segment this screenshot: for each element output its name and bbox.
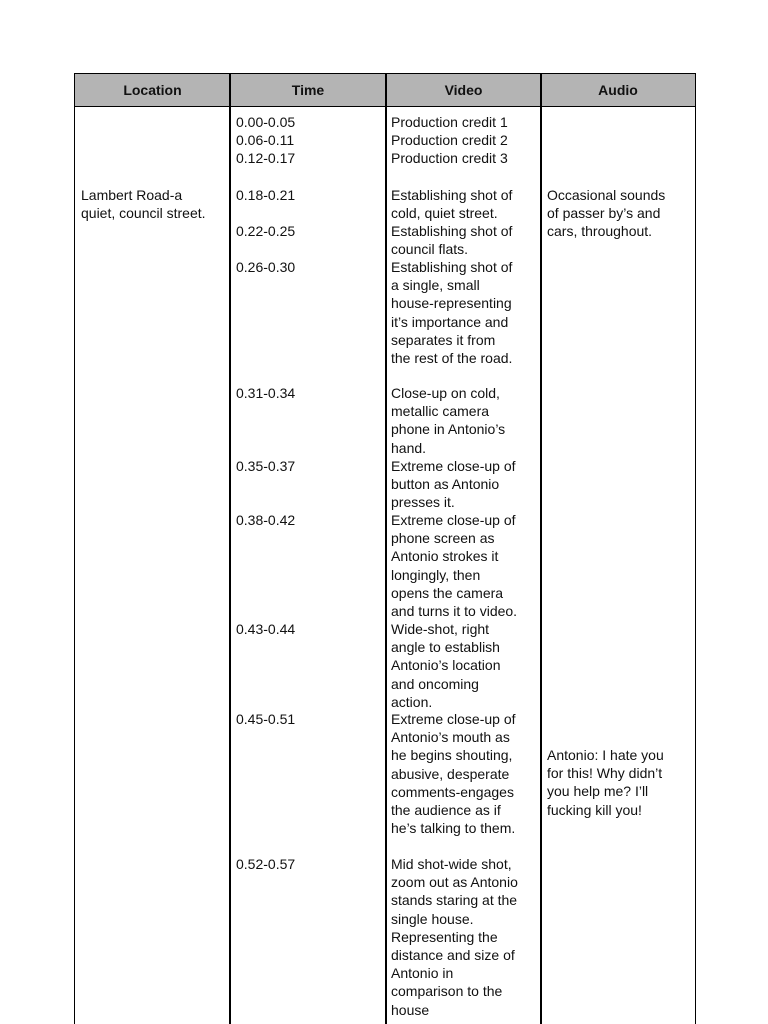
video-line: Antonio strokes it xyxy=(391,548,499,565)
time-cell: 0.43-0.44 xyxy=(236,621,296,637)
video-line: the rest of the road. xyxy=(391,350,513,367)
video-line: Production credit 3 xyxy=(391,150,508,166)
time-cell: 0.06-0.11 xyxy=(236,132,295,148)
audio-line: of passer by’s and xyxy=(547,205,661,222)
video-line: action. xyxy=(391,693,433,710)
time-cell: 0.45-0.51 xyxy=(236,711,296,727)
audio-line: cars, throughout. xyxy=(547,223,653,240)
video-line: it’s importance and xyxy=(391,313,509,330)
video-line: comparison to the xyxy=(391,983,503,1000)
video-line: distance and size of xyxy=(391,947,515,964)
video-cell xyxy=(391,620,500,711)
video-line: abusive, desperate xyxy=(391,765,510,782)
video-line: single house. xyxy=(391,910,474,927)
video-line: Extreme close-up of xyxy=(391,512,516,528)
header-video: Video xyxy=(444,82,483,98)
video-line: cold, quiet street. xyxy=(391,205,498,222)
audio-cell xyxy=(547,186,665,241)
location-line: Lambert Road-a xyxy=(81,187,183,203)
column-divider-1 xyxy=(229,74,231,1024)
video-line: and turns it to video. xyxy=(391,603,518,620)
video-line: longingly, then xyxy=(391,566,481,583)
video-cell xyxy=(391,222,512,258)
time-cell: 0.35-0.37 xyxy=(236,458,296,474)
time-cell: 0.22-0.25 xyxy=(236,223,296,239)
video-cell xyxy=(391,384,505,457)
time-cell: 0.31-0.34 xyxy=(236,385,296,401)
column-divider-3 xyxy=(540,74,542,1024)
video-line: zoom out as Antonio xyxy=(391,874,518,891)
video-line: Production credit 1 xyxy=(391,114,508,130)
video-line: Antonio’s mouth as xyxy=(391,729,510,746)
audio-line: Antonio: I hate you xyxy=(547,747,664,763)
video-line: and oncoming xyxy=(391,675,479,692)
audio-line: you help me? I’ll xyxy=(547,783,649,800)
header-audio: Audio xyxy=(598,82,638,98)
video-cell xyxy=(391,131,508,149)
video-cell xyxy=(391,149,508,167)
video-line: council flats. xyxy=(391,241,469,258)
video-line: Wide-shot, right xyxy=(391,621,490,637)
video-line: Establishing shot of xyxy=(391,259,513,275)
time-cell: 0.52-0.57 xyxy=(236,856,296,872)
video-line: Mid shot-wide shot, xyxy=(391,856,512,872)
audio-line: fucking kill you! xyxy=(547,801,642,818)
video-cell xyxy=(391,113,508,131)
audio-line: for this! Why didn’t xyxy=(547,765,663,782)
video-line: hand. xyxy=(391,439,427,456)
video-cell xyxy=(391,186,512,222)
time-cell: 0.00-0.05 xyxy=(236,114,296,130)
video-line: button as Antonio xyxy=(391,476,500,493)
video-line: a single, small xyxy=(391,277,480,294)
video-line: house-representing xyxy=(391,295,512,312)
video-line: angle to establish xyxy=(391,639,500,656)
video-line: he’s talking to them. xyxy=(391,820,516,837)
video-line: Antonio’s location xyxy=(391,657,501,674)
video-line: presses it. xyxy=(391,494,455,511)
video-line: the audience as if xyxy=(391,802,501,819)
video-cell xyxy=(391,258,512,367)
video-line: Production credit 2 xyxy=(391,132,508,148)
time-cell: 0.38-0.42 xyxy=(236,512,296,528)
video-line: separates it from xyxy=(391,331,496,348)
video-line: Close-up on cold, xyxy=(391,385,500,401)
video-line: Establishing shot of xyxy=(391,223,513,239)
video-line: Establishing shot of xyxy=(391,187,513,203)
video-line: opens the camera xyxy=(391,584,504,601)
video-line: he begins shouting, xyxy=(391,747,513,764)
video-cell xyxy=(391,457,516,512)
video-cell xyxy=(391,855,518,1019)
time-cell: 0.26-0.30 xyxy=(236,259,296,275)
column-divider-2 xyxy=(385,74,387,1024)
video-cell xyxy=(391,511,517,620)
video-line: metallic camera xyxy=(391,403,490,420)
header-location: Location xyxy=(123,82,182,98)
time-cell: 0.18-0.21 xyxy=(236,187,296,203)
video-line: house xyxy=(391,1001,430,1018)
video-line: Extreme close-up of xyxy=(391,458,516,474)
audio-cell xyxy=(547,746,664,819)
video-line: comments-engages xyxy=(391,783,514,800)
video-line: phone in Antonio’s xyxy=(391,421,506,438)
header-time: Time xyxy=(291,82,325,98)
video-cell xyxy=(391,710,516,837)
video-line: Extreme close-up of xyxy=(391,711,516,727)
video-line: phone screen as xyxy=(391,530,495,547)
time-cell: 0.12-0.17 xyxy=(236,150,296,166)
shot-list-table xyxy=(74,73,696,1024)
location-cell xyxy=(81,186,206,222)
video-line: stands staring at the xyxy=(391,892,518,909)
location-line: quiet, council street. xyxy=(81,205,206,222)
audio-line: Occasional sounds xyxy=(547,187,666,203)
video-line: Representing the xyxy=(391,928,498,945)
video-line: Antonio in xyxy=(391,965,454,982)
